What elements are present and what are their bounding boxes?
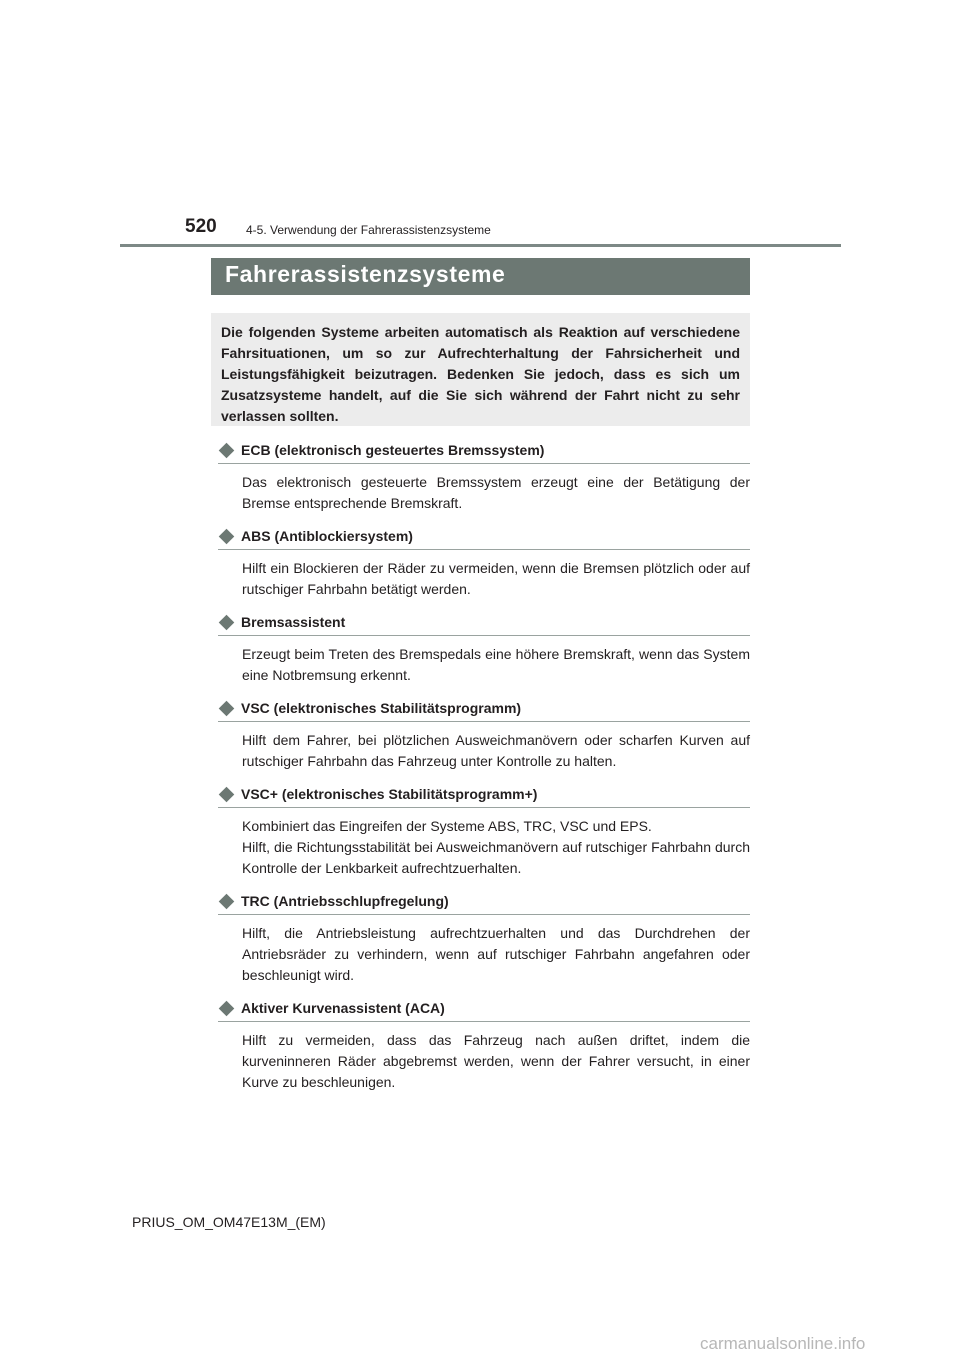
intro-text: Die folgenden Systeme arbeiten automatisch als Reaktion auf verschiedene Fahrsituationen, um so zur Aufrechterhaltung der Fahrsicherheit und Leistungsfähigkeit beizutragen. Bedenken Sie jedoch, dass es sich um Zusatzsysteme handelt, auf die Sie sich während der Fahrt nicht zu sehr verlassen sollten. bbox=[221, 324, 740, 424]
feature-description bbox=[242, 558, 750, 600]
description-paragraph: Das elektronisch gesteuerte Bremssystem erzeugt eine der Betätigung der Bremse entsprechende Bremskraft. bbox=[242, 474, 750, 511]
diamond-bullet-icon bbox=[219, 700, 235, 716]
diamond-bullet-icon bbox=[219, 442, 235, 458]
feature-section bbox=[218, 998, 750, 1093]
description-paragraph: Hilft zu vermeiden, dass das Fahrzeug nach außen driftet, indem die kurveninneren Räder abgebremst werden, wenn der Fahrer versucht, in einer Kurve zu beschleunigen. bbox=[242, 1032, 750, 1090]
feature-heading bbox=[218, 612, 750, 636]
feature-section bbox=[218, 891, 750, 986]
feature-heading bbox=[218, 998, 750, 1022]
feature-heading bbox=[218, 526, 750, 550]
feature-list bbox=[218, 440, 750, 1105]
intro-box bbox=[211, 313, 750, 426]
feature-section bbox=[218, 526, 750, 600]
feature-title: ABS (Antiblockiersystem) bbox=[241, 528, 413, 544]
watermark: carmanualsonline.info bbox=[700, 1334, 866, 1353]
diamond-bullet-icon bbox=[219, 528, 235, 544]
description-paragraph: Hilft dem Fahrer, bei plötzlichen Ausweichmanövern oder scharfen Kurven auf rutschiger Fahrbahn das Fahrzeug unter Kontrolle zu halten. bbox=[242, 732, 750, 769]
feature-description bbox=[242, 1030, 750, 1093]
feature-title: TRC (Antriebsschlupfregelung) bbox=[241, 893, 449, 909]
header-rule bbox=[120, 244, 841, 247]
running-head: 4-5. Verwendung der Fahrerassistenzsysteme bbox=[246, 223, 491, 237]
diamond-bullet-icon bbox=[219, 786, 235, 802]
feature-title: VSC+ (elektronisches Stabilitätsprogramm+) bbox=[241, 786, 538, 802]
feature-description bbox=[242, 730, 750, 772]
feature-section bbox=[218, 784, 750, 879]
page-number: 520 bbox=[185, 216, 217, 237]
feature-heading bbox=[218, 698, 750, 722]
diamond-bullet-icon bbox=[219, 1000, 235, 1016]
feature-description bbox=[242, 816, 750, 879]
description-paragraph: Hilft ein Blockieren der Räder zu vermeiden, wenn die Bremsen plötzlich oder auf rutschiger Fahrbahn betätigt werden. bbox=[242, 560, 750, 597]
feature-heading bbox=[218, 784, 750, 808]
feature-title: Bremsassistent bbox=[241, 614, 346, 630]
document-code: PRIUS_OM_OM47E13M_(EM) bbox=[132, 1214, 326, 1230]
page-title: Fahrerassistenzsysteme bbox=[225, 261, 506, 287]
feature-heading bbox=[218, 891, 750, 915]
description-paragraph: Erzeugt beim Treten des Bremspedals eine höhere Bremskraft, wenn das System eine Notbremsung erkennt. bbox=[242, 646, 750, 683]
feature-section bbox=[218, 440, 750, 514]
feature-title: Aktiver Kurvenassistent (ACA) bbox=[241, 1000, 445, 1016]
feature-heading bbox=[218, 440, 750, 464]
feature-title: VSC (elektronisches Stabilitätsprogramm) bbox=[241, 700, 522, 716]
description-paragraph: Hilft, die Antriebsleistung aufrechtzuerhalten und das Durchdrehen der Antriebsräder zu verhindern, wenn auf rutschiger Fahrbahn angefahren oder beschleunigt wird. bbox=[242, 925, 750, 983]
diamond-bullet-icon bbox=[219, 614, 235, 630]
feature-description bbox=[242, 472, 750, 514]
description-paragraph: Hilft, die Richtungsstabilität bei Ausweichmanövern auf rutschiger Fahrbahn durch Kontrolle der Lenkbarkeit aufrechtzuerhalten. bbox=[242, 839, 750, 876]
section-title-bar bbox=[211, 258, 750, 295]
feature-description bbox=[242, 644, 750, 686]
feature-section bbox=[218, 612, 750, 686]
diamond-bullet-icon bbox=[219, 893, 235, 909]
feature-description bbox=[242, 923, 750, 986]
feature-section bbox=[218, 698, 750, 772]
description-paragraph: Kombiniert das Eingreifen der Systeme ABS, TRC, VSC und EPS. bbox=[242, 818, 652, 834]
feature-title: ECB (elektronisch gesteuertes Bremssystem) bbox=[241, 442, 545, 458]
